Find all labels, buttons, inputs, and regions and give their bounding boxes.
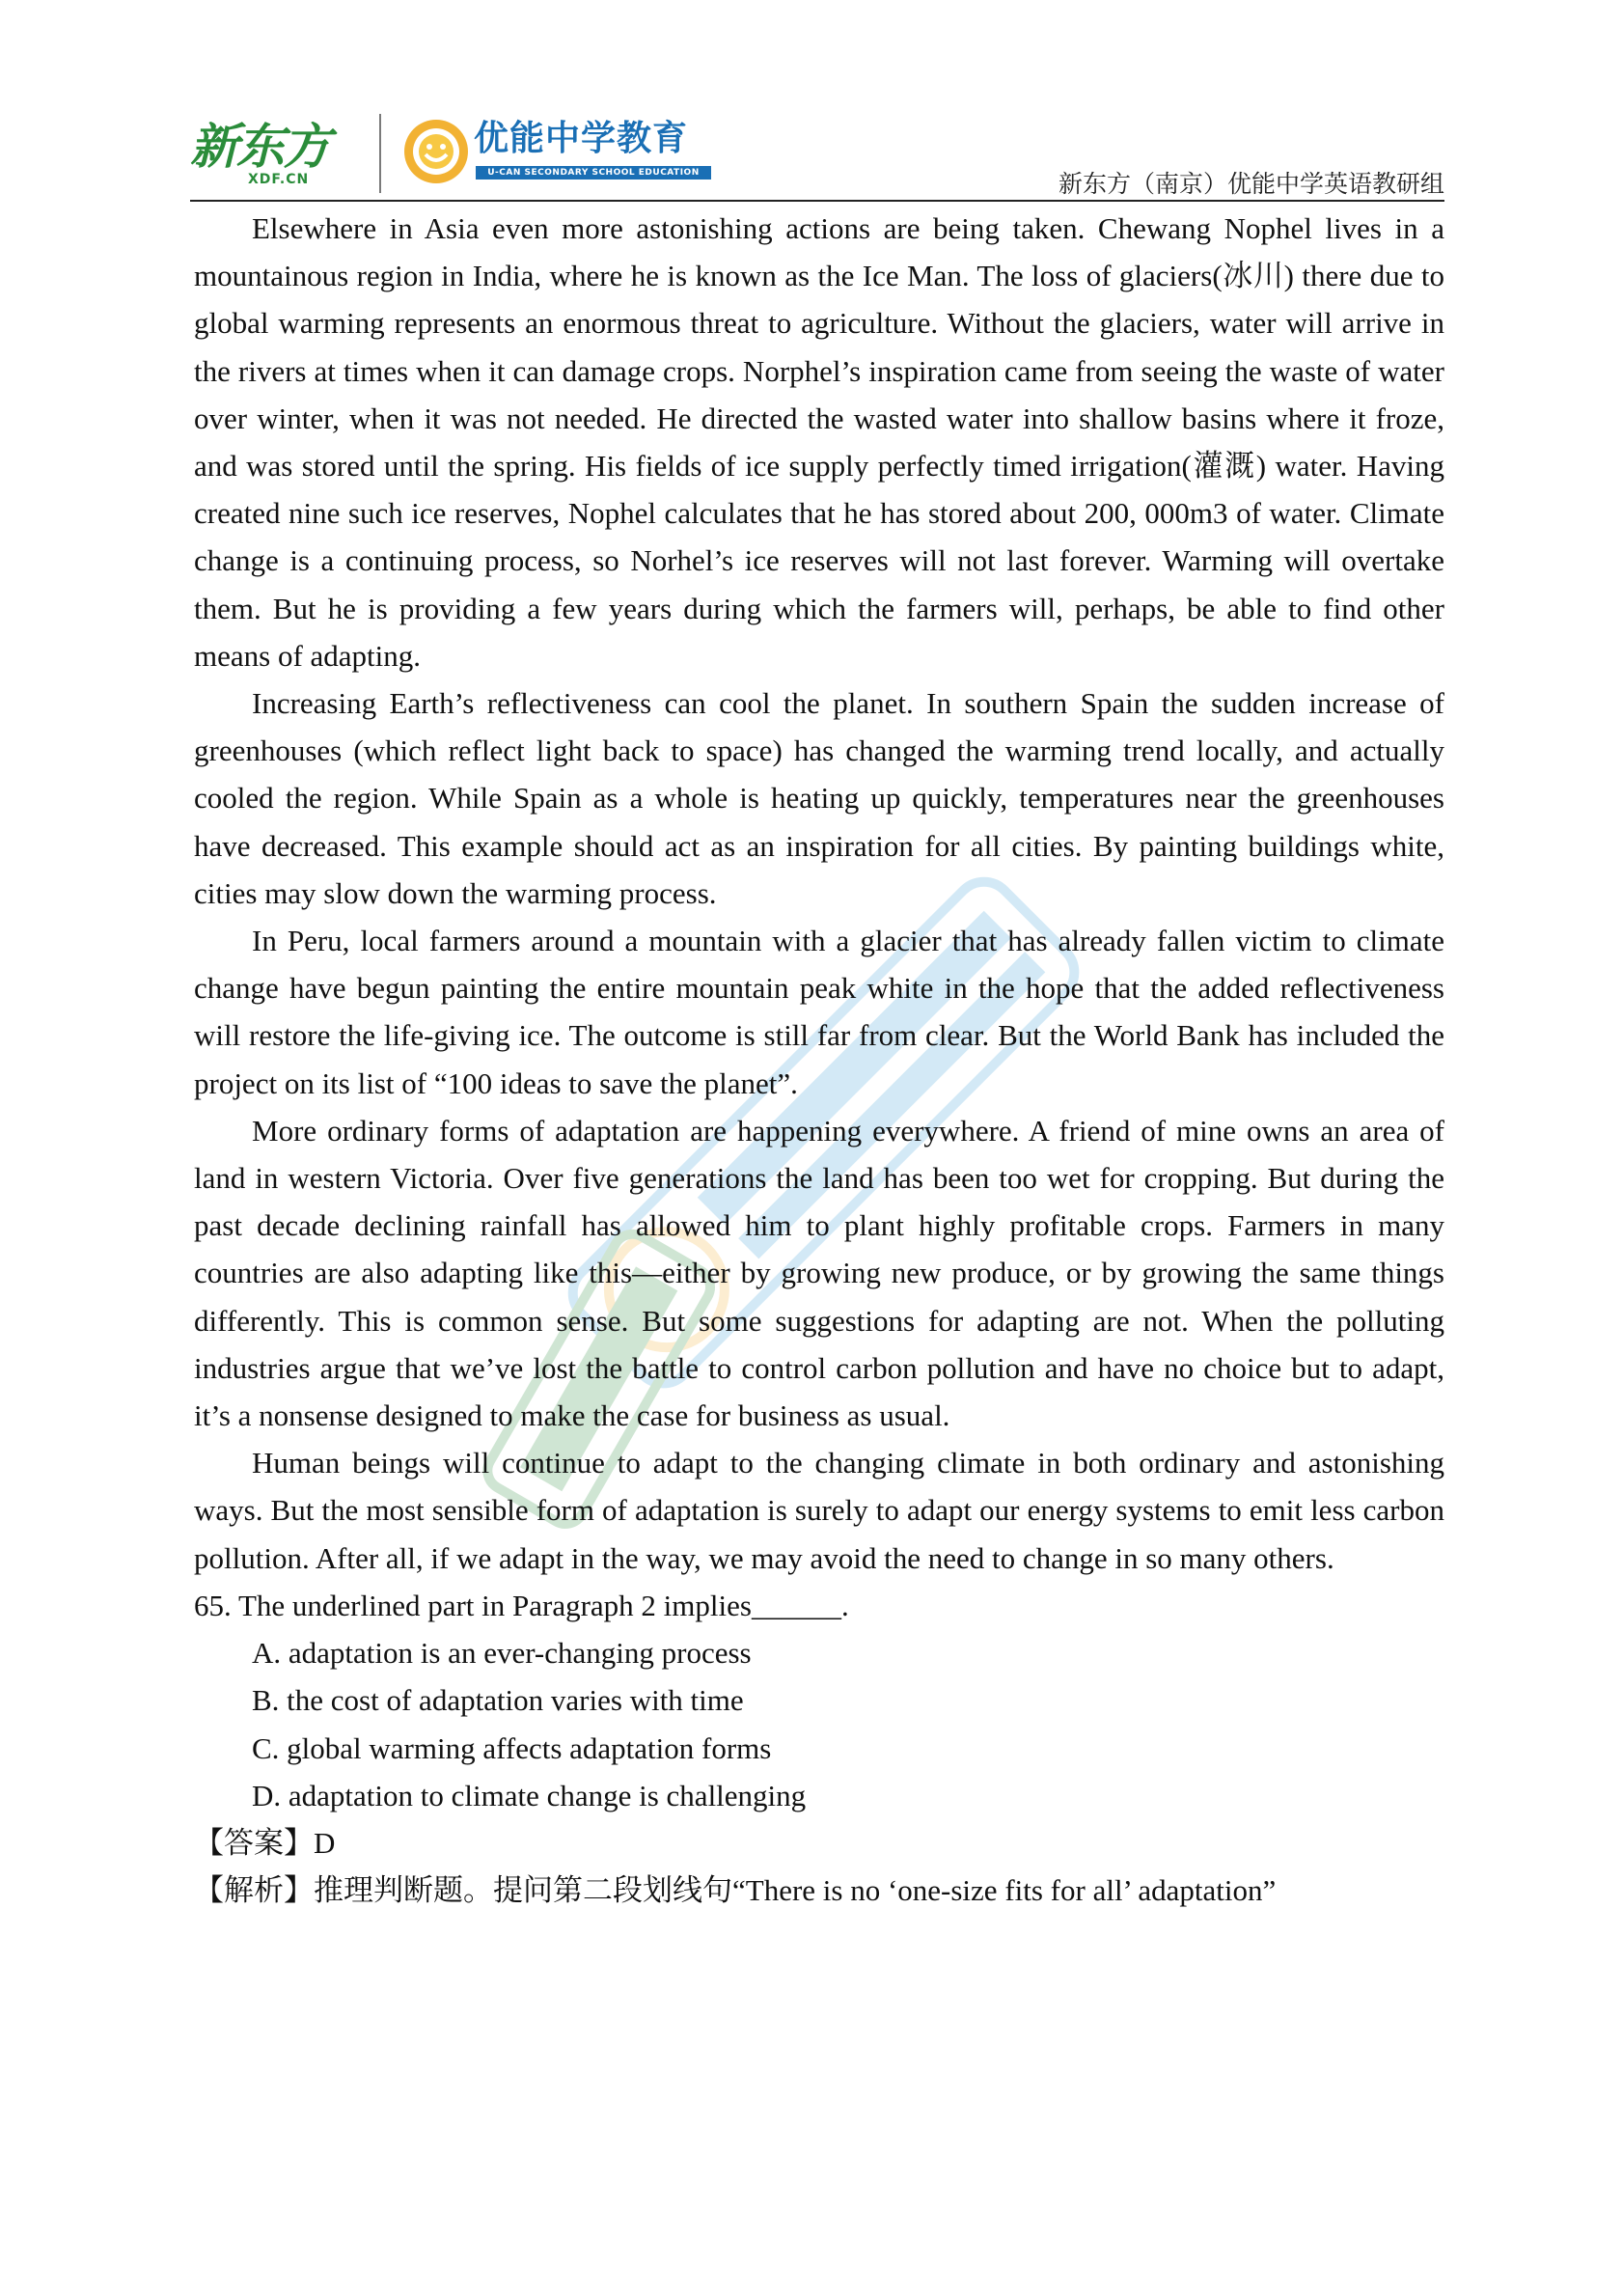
analysis-line: 【解析】推理判断题。提问第二段划线句“There is no ‘one-size fits for all’ adaptation” (194, 1873, 1277, 1908)
ucan-logo-sub: U-CAN SECONDARY SCHOOL EDUCATION (476, 166, 711, 180)
header-rule (190, 200, 1444, 202)
xdf-logo (190, 120, 364, 187)
option-c: C. global warming affects adaptation forms (252, 1730, 772, 1765)
paragraph-2: Increasing Earth’s reflectiveness can cool the planet. In southern Spain the sudden increase of greenhouses (which reflect light back to space) has changed the warming trend locally, and actually cooled the region. While Spain as a whole is heating up quickly, temperatures near the greenhouses have decreased. This example should act as an inspiration for all cities. By painting buildings white, cities may slow down the warming process. (194, 686, 1444, 910)
xdf-logo-sub: XDF.CN (248, 172, 310, 187)
answer-line: 【答案】D (194, 1825, 336, 1860)
option-a: A. adaptation is an ever-changing process (252, 1636, 752, 1671)
paragraph-5: Human beings will continue to adapt to the changing climate in both ordinary and astonishing ways. But the most sensible form of adaptation is surely to adapt our energy systems to emit less carbon pollution. After all, if we adapt in the way, we may avoid the need to change in so many others. (194, 1446, 1444, 1575)
page-header (190, 108, 1444, 200)
paragraph-3: In Peru, local farmers around a mountain with a glacier that has already fallen victim to climate change have begun painting the entire mountain peak white in the hope that the added reflectiveness will restore the life-giving ice. The outcome is still far from clear. But the World Bank has included the project on its list of “100 ideas to save the planet”. (194, 924, 1444, 1100)
header-group-name: 新东方（南京）优能中学英语教研组 (1058, 170, 1444, 198)
ucan-logo-text: 优能中学教育 (474, 119, 689, 158)
option-b: B. the cost of adaptation varies with time (252, 1683, 744, 1718)
question-stem: 65. The underlined part in Paragraph 2 implies______. (194, 1588, 849, 1622)
option-d: D. adaptation to climate change is challenging (252, 1778, 807, 1812)
ucan-logo (400, 116, 709, 193)
paragraph-4: More ordinary forms of adaptation are happening everywhere. A friend of mine owns an area of land in western Victoria. Over five generations the land has been too wet for cropping. But during the past decade declining rainfall has allowed him to plant highly profitable crops. Farmers in many countries are also adapting like this—either by growing new produce, or by growing the same things differently. This is common sense. But some suggestions for adapting are not. When the polluting industries argue that we’ve lost the battle to control carbon pollution and have no choice but to adapt, it’s a nonsense designed to make the case for business as usual. (194, 1113, 1444, 1433)
header-divider (379, 114, 381, 193)
sun-logo-icon (400, 116, 472, 187)
paragraph-1: Elsewhere in Asia even more astonishing actions are being taken. Chewang Nophel lives in a mountainous region in India, where he is known as the Ice Man. The loss of glaciers(冰川) there due to global warming represents an enormous threat to agriculture. Without the glaciers, water will arrive in the rivers at times when it can damage crops. Norphel’s inspiration came from seeing the waste of water over winter, when it was not needed. He directed the wasted water into shallow basins where it froze, and was stored until the spring. His fields of ice supply perfectly timed irrigation(灌溉) water. Having created nine such ice reserves, Nophel calculates that he has stored about 200, 000m3 of water. Climate change is a continuing process, so Norhel’s ice reserves will not last forever. Warming will overtake them. But he is providing a few years during which the farmers will, perhaps, be able to find other means of adapting. (194, 211, 1444, 673)
document-body (194, 205, 1444, 1914)
xdf-logo-text: 新东方 (190, 119, 329, 175)
